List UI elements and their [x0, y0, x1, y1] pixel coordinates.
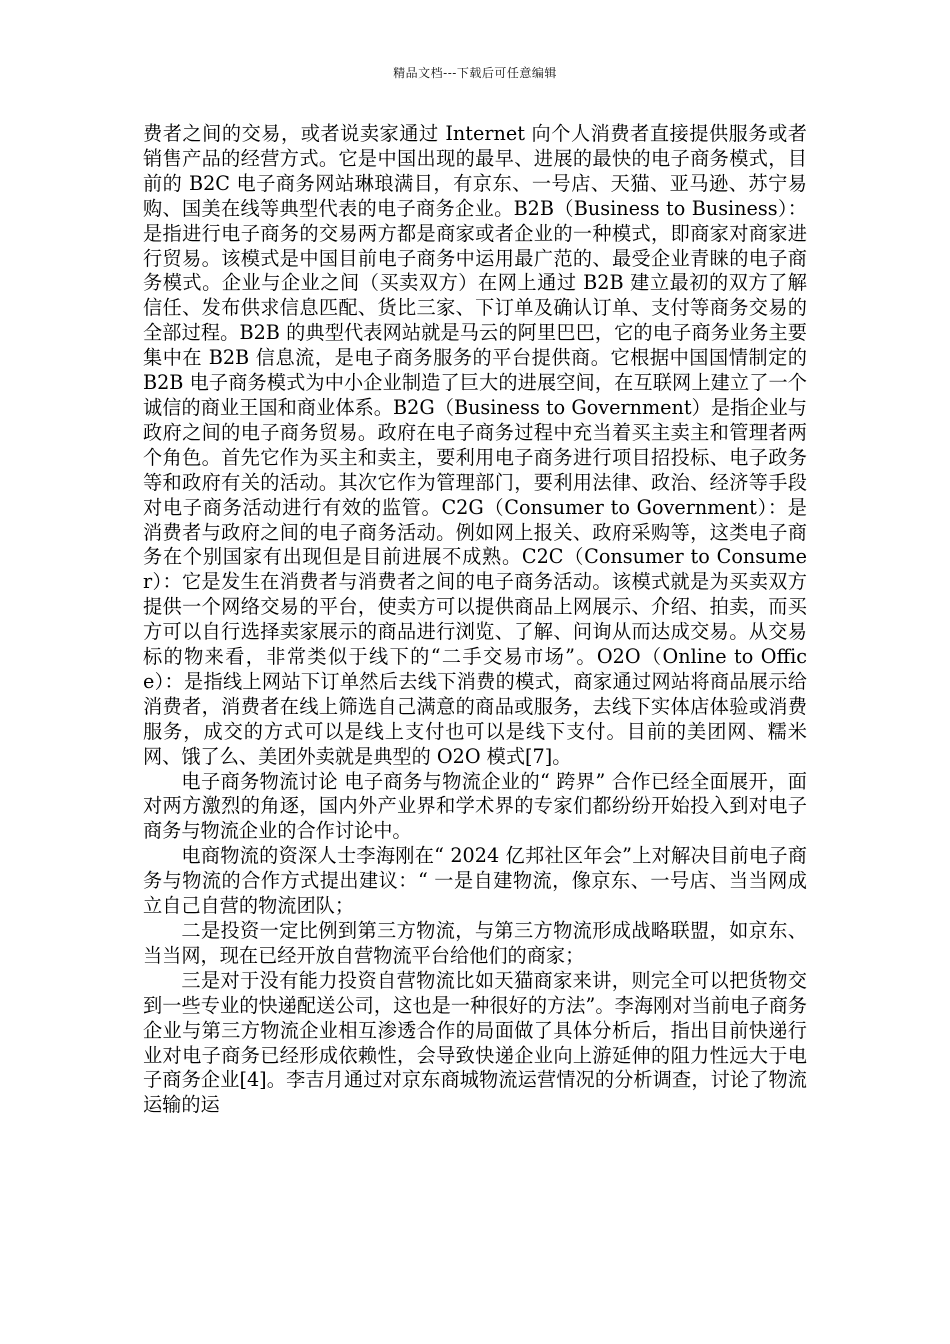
paragraph-ecommerce-models: 费者之间的交易，或者说卖家通过 Internet 向个人消费者直接提供服务或者销售产品的经营方式。它是中国出现的最早、进展的最快的电子商务模式，目前的 B2C 电子商务网站琳琅满目，有京东、一号店、天猫、亚马逊、苏宁易购、国美在线等典型代表的电子商务企业。B2B（Business to Business）：是指进行电子商务的交易两方都是商家或者企业的一种模式，即商家对商家进行贸易。该模式是中国目前电子商务中运用最广范的、最受企业青睐的电子商务模式。企业与企业之间（买卖双方）在网上通过 B2B 建立最初的双方了解信任、发布供求信息匹配、货比三家、下订单及确认订单、支付等商务交易的全部过程。B2B 的典型代表网站就是马云的阿里巴巴，它的电子商务业务主要集中在 B2B 信息流，是电子商务服务的平台提供商。它根据中国国情制定的 B2B 电子商务模式为中小企业制造了巨大的进展空间，在互联网上建立了一个诚信的商业王国和商业体系。B2G（Business to Government）是指企业与政府之间的电子商务贸易。政府在电子商务过程中充当着买主卖主和管理者两个角色。首先它作为买主和卖主，要利用电子商务进行项目招投标、电子政务等和政府有关的活动。其次它作为管理部门，要利用法律、政治、经济等手段对电子商务活动进行有效的监管。C2G（Consumer to Government）：是消费者与政府之间的电子商务活动。例如网上报关、政府采购等，这类电子商务在个别国家有出现但是目前进展不成熟。C2C（Consumer to Consumer）：它是发生在消费者与消费者之间的电子商务活动。该模式就是为买卖双方提供一个网络交易的平台，使卖方可以提供商品上网展示、介绍、拍卖，而买方可以自行选择卖家展示的商品进行浏览、了解、问询从而达成交易。从交易标的物来看，非常类似于线下的“二手交易市场”。O2O（Online to Office）：是指线上网站下订单然后去线下消费的模式，商家通过网站将商品展示给消费者，消费者在线上筛选自己满意的商品或服务，去线下实体店体验或消费服务，成交的方式可以是线上支付也可以是线下支付。目前的美团网、糯米网、饿了么、美团外卖就是典型的 O2O 模式[7]。: [143, 122, 807, 768]
page-header: 精品文档---下载后可任意编辑: [393, 66, 557, 80]
paragraph-third-party-investment: 二是投资一定比例到第三方物流，与第三方物流形成战略联盟，如京东、当当网，现在已经开放自营物流平台给他们的商家；: [143, 919, 807, 967]
paragraph-express-delivery: 三是对于没有能力投资自营物流比如天猫商家来讲，则完全可以把货物交到一些专业的快递配送公司，这也是一种很好的方法”。李海刚对当前电子商务企业与第三方物流企业相互渗透合作的局面做了具体分析后，指出目前快递行业对电子商务已经形成依赖性，会导致快递企业向上游延伸的阻力性远大于电子商务企业[4]。李吉月通过对京东商城物流运营情况的分析调查，讨论了物流运输的运: [143, 968, 807, 1117]
paragraph-logistics-discussion: 电子商务物流讨论 电子商务与物流企业的“ 跨界” 合作已经全面展开，面对两方激烈的角逐，国内外产业界和学术界的专家们都纷纷开始投入到对电子商务与物流企业的合作讨论中。: [143, 769, 807, 843]
paragraph-expert-suggestion: 电商物流的资深人士李海刚在“ 2024 亿邦社区年会”上对解决目前电子商务与物流的合作方式提出建议：“ 一是自建物流，像京东、一号店、当当网成立自己自营的物流团队；: [143, 844, 807, 918]
document-body: [143, 122, 807, 1118]
